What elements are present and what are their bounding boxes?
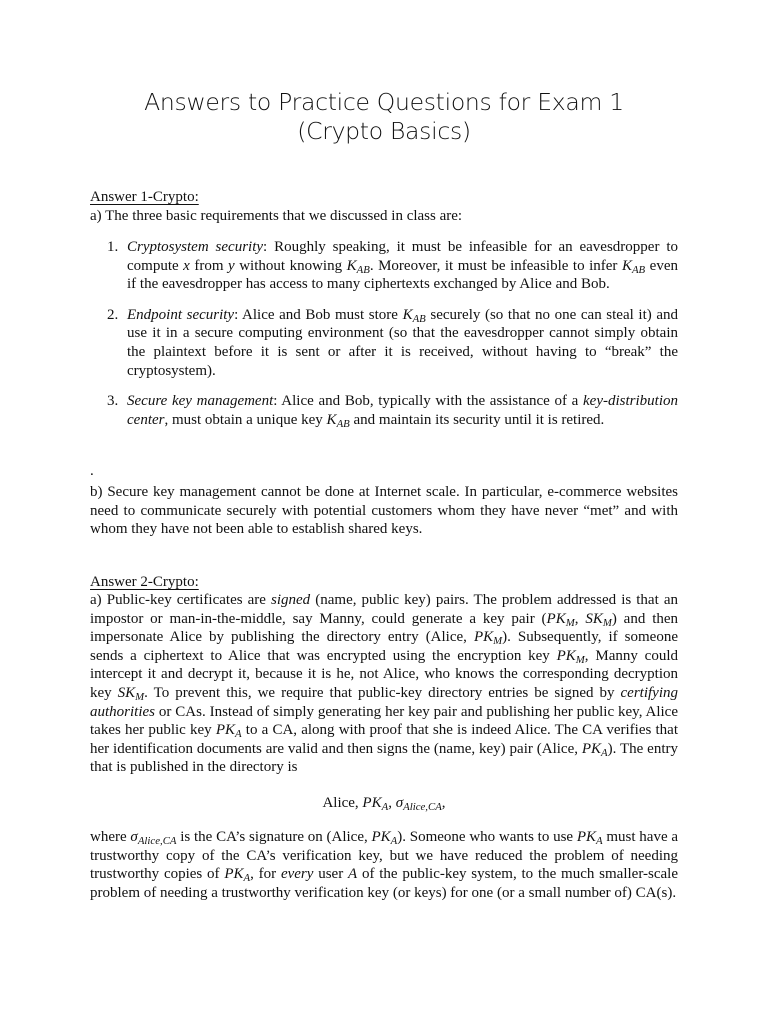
- answer-2-continuation: where $\sigma_{Alice,CA}$ is the CA’s signature on (Alice, $PK_A$). Someone who wants to use $PK_A$ must have a trustworthy copy of the CA’s verification key, but we have reduced the problem of needing trustworthy copies of $PK_A$, for every user A of the public-key system, to the much smaller-scale problem of needing a trustworthy verification key (or keys) for one (or a small number of) CA(s).: [90, 829, 679, 901]
- document-title: [90, 88, 678, 146]
- term-secure-key-management: Secure key management: [127, 393, 274, 410]
- term-cryptosystem-security: Cryptosystem security: [127, 239, 264, 255]
- answer-2-heading: Answer 2-Crypto:: [90, 574, 199, 590]
- answer-1-part-b: b) Secure key management cannot be done at Internet scale. In particular, e-commerce websites need to communicate securely with potential customers whom they have never “met” and with whom they have not been able to establish shared keys.: [90, 484, 678, 538]
- answer-2-part-a: a) Public-key certificates are signed (name, public key) pairs. The problem addressed is that an impostor or man-in-the-middle, say Manny, could generate a key pair ($PK_M$, $SK_M$) and then impersonate Alice by publishing the directory entry (Alice, $PK_M$). Subsequently, if someone sends a ciphertext to Alice that was encrypted using the encryption key $PK_M$, Manny could intercept it and decrypt it, because it is he, not Alice, who knows the corresponding decryption key $SK_M$. To prevent this, we require that public-key directory entries be signed by certifying authorities or CAs. Instead of simply generating her key pair and publishing her public key, Alice takes her public key $PK_A$ to a CA, along with proof that she is indeed Alice. The CA verifies that her identification documents are valid and then signs the (name, key) pair (Alice, $PK_A$). The entry that is published in the directory is: [90, 592, 679, 776]
- requirements-list: [90, 238, 678, 441]
- title-line-1: Answers to Practice Questions for Exam 1: [144, 88, 624, 116]
- answer-1-part-a-intro: a) The three basic requirements that we discussed in class are:: [90, 207, 463, 224]
- answer-2-heading-row: [90, 573, 678, 592]
- certificate-equation: Alice, $PK_A$, $\sigma_{Alice,CA}$,: [322, 795, 446, 814]
- requirement-item-1: 1. Cryptosystem security: Roughly speaking, it must be infeasible for an eavesdropper to compute x from y without knowing $K_{AB}$. Moreover, it must be infeasible to infer $K_{AB}$ even if the eavesdropper has access to many ciphertexts exchanged by Alice and Bob.: [107, 239, 678, 293]
- stray-dot: .: [90, 463, 94, 479]
- answer-1-heading: Answer 1-Crypto:: [90, 189, 199, 205]
- term-endpoint-security: Endpoint security: [127, 306, 235, 323]
- answer-1-section: [90, 188, 678, 225]
- title-line-2: (Crypto Basics): [297, 117, 471, 145]
- requirement-item-3: 3. Secure key management: Alice and Bob, typically with the assistance of a key-distribution center, must obtain a unique key $K_{AB}$ and maintain its security until it is retired.: [107, 393, 678, 430]
- requirement-item-2: 2. Endpoint security: Alice and Bob must store $K_{AB}$ securely (so that no one can steal it) and use it in a secure computing environment (so that the eavesdropper cannot simply obtain the plaintext before it is sent or after it is received, without having to “break” the cryptosystem).: [107, 306, 678, 379]
